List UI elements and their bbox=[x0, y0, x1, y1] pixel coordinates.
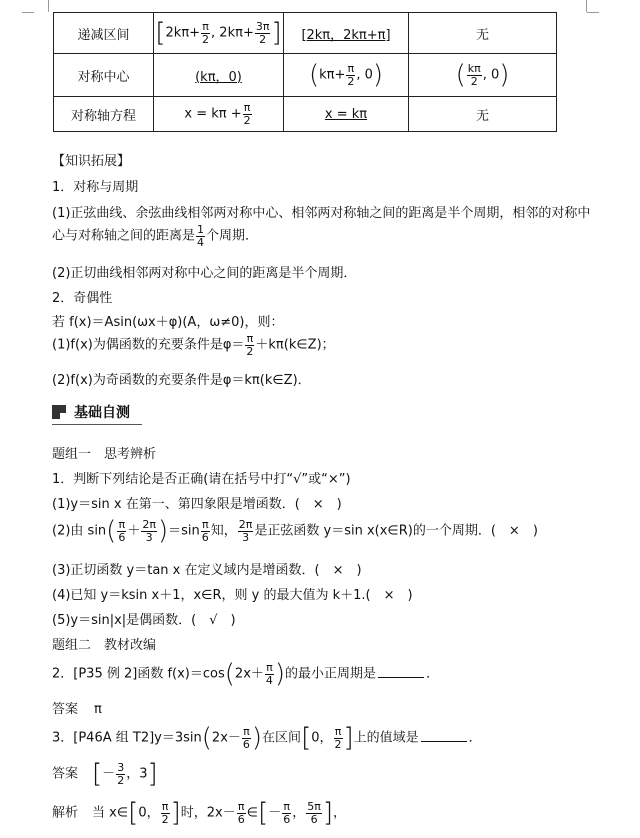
statement: (1)y＝sin x 在第一、第四象限是增函数．( × ) bbox=[52, 497, 342, 512]
answer-blank bbox=[421, 730, 467, 742]
paragraph: 心与对称轴之间的距离是 $\frac{1}{4}$ 个周期． bbox=[52, 223, 259, 249]
paragraph: (1)正弦曲线、余弦曲线相邻两对称中心、相邻两对称轴之间的距离是半个周期，相邻的对称中 bbox=[52, 206, 591, 221]
symmetry-center-sin: (kπ，0) bbox=[154, 54, 284, 97]
answer-blank bbox=[378, 666, 424, 678]
table-row bbox=[54, 54, 557, 97]
paragraph: (2)f(x)为奇函数的充要条件是φ＝kπ(k∈Z)． bbox=[52, 373, 311, 388]
statement: (4)已知 y＝ksin x＋1，x∈R，则 y 的最大值为 k＋1.( × ) bbox=[52, 588, 413, 603]
statement: (2)由 sin( $\frac{\pi}{6}$ ＋ $\frac{2\pi}{3}$ )＝sin $\frac{\pi}{6}$ 知， $\frac{2\pi}{3}$ 是正弦函数 y＝sin x(x∈R)的一个周期．( × ) bbox=[52, 516, 538, 546]
crop-mark-left bbox=[34, 0, 49, 12]
row-label: 对称中心 bbox=[54, 54, 154, 97]
paragraph: (2)正切曲线相邻两对称中心之间的距离是半个周期． bbox=[52, 266, 357, 281]
symmetry-center-cos: (kπ+ $\frac{\pi}{2}$ , 0) bbox=[284, 54, 409, 97]
decreasing-interval-tan: 无 bbox=[409, 13, 557, 54]
paragraph: (1)f(x)为偶函数的充要条件是φ＝ $\frac{\pi}{2}$ ＋kπ(k∈Z)； bbox=[52, 332, 335, 358]
symmetry-axis-tan: 无 bbox=[409, 97, 557, 132]
explanation: 解析 当 x∈[0， $\frac{\pi}{2}$ ]时，2x－ $\frac{\pi}{6}$ ∈[－ $\frac{\pi}{6}$ ， $\frac{5\pi}{6}$ ]， bbox=[52, 798, 347, 828]
group-heading: 题组二 教材改编 bbox=[52, 638, 157, 653]
symmetry-center-tan: ( $\frac{k\pi}{2}$ , 0) bbox=[409, 54, 557, 97]
section-heading bbox=[52, 401, 130, 423]
crop-mark-right bbox=[586, 0, 601, 12]
question: 1．判断下列结论是否正确(请在括号中打“√”或“×”) bbox=[52, 472, 351, 487]
decreasing-interval-cos: [2kπ，2kπ+π] bbox=[284, 13, 409, 54]
question: 2．[P35 例 2]函数 f(x)＝cos(2x＋ $\frac{\pi}{4}$ )的最小正周期是 ． bbox=[52, 659, 440, 689]
symmetry-axis-cos: x = kπ bbox=[284, 97, 409, 132]
group-heading: 题组一 思考辨析 bbox=[52, 447, 157, 462]
table-row bbox=[54, 13, 557, 54]
subheading-parity: 2．奇偶性 bbox=[52, 291, 113, 306]
section-title: 基础自测 bbox=[74, 405, 130, 421]
answer: 答案 π bbox=[52, 702, 102, 717]
answer: 答案 [－ $\frac{3}{2}$ ，3] bbox=[52, 759, 158, 789]
crop-mark-left-h bbox=[22, 12, 34, 13]
section-square-icon bbox=[52, 405, 66, 419]
decreasing-interval-sin: [2kπ+ $\frac{\pi}{2}$ , 2kπ+ $\frac{3\pi}{2}$ ] bbox=[154, 13, 284, 54]
row-label: 递减区间 bbox=[54, 13, 154, 54]
paragraph: 若 f(x)＝Asin(ωx＋φ)(A，ω≠0)，则： bbox=[52, 315, 284, 330]
symmetry-axis-sin: x = kπ + $\frac{\pi}{2}$ bbox=[154, 97, 284, 132]
section-underline bbox=[52, 424, 142, 425]
subheading-symmetry-period: 1．对称与周期 bbox=[52, 180, 139, 195]
row-label: 对称轴方程 bbox=[54, 97, 154, 132]
trig-properties-table bbox=[53, 12, 557, 132]
crop-mark-right-h bbox=[587, 12, 599, 13]
knowledge-heading: 【知识拓展】 bbox=[52, 154, 131, 169]
statement: (5)y＝sin|x|是偶函数．( √ ) bbox=[52, 613, 236, 628]
table-row bbox=[54, 97, 557, 132]
question: 3．[P46A 组 T2]y＝3sin(2x－ $\frac{\pi}{6}$ )在区间[0， $\frac{\pi}{2}$ ]上的值域是 ． bbox=[52, 723, 482, 753]
statement: (3)正切函数 y＝tan x 在定义域内是增函数．( × ) bbox=[52, 563, 362, 578]
